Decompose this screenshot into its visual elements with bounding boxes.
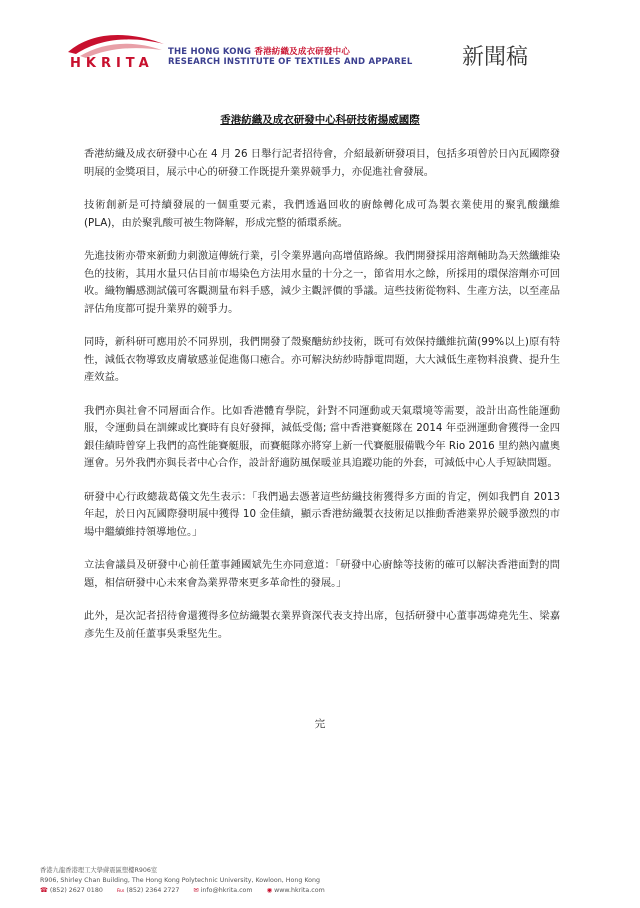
paragraph-2: 技術創新是可持續發展的一個重要元素，我們透過回收的廚餘轉化成可為製衣業使用的聚乳酸纖維(PLA)，由於聚乳酸可被生物降解，形成完整的循環系統。 — [84, 199, 560, 229]
press-release-title: 香港紡織及成衣研發中心科研技術揚威國際 — [220, 114, 420, 126]
email-icon: ✉ — [193, 887, 199, 894]
fax-icon: ℻ — [116, 887, 125, 894]
letterhead — [0, 0, 640, 90]
footer-address-cn: 香港九龍香港理工大學蔣震區塑樓R906室 — [40, 867, 158, 874]
document-type-label: 新聞稿 — [462, 45, 529, 70]
footer-website[interactable]: www.hkrita.com — [274, 887, 325, 894]
phone-icon: ☎ — [40, 887, 48, 894]
footer-tel: (852) 2627 0180 — [49, 887, 103, 894]
org-name-line2: RESEARCH INSTITUTE OF TEXTILES AND APPAREL — [168, 57, 413, 67]
paragraph-8: 此外，是次記者招待會還獲得多位紡織製衣業界資深代表支持出席，包括研發中心董事馮煒堯先生、梁嘉彥先生及前任董事吳秉堅先生。 — [84, 610, 560, 640]
paragraph-4: 同時，新科研可應用於不同界別，我們開發了殼聚醣紡紗技術，既可有效保持纖維抗菌(99%以上)原有特性，減低衣物導致皮膚敏感並促進傷口癒合。亦可解決紡紗時靜電問題，大大減低生產物料浪費、提升生產效益。 — [84, 336, 560, 383]
footer-email[interactable]: info@hkrita.com — [200, 887, 253, 894]
web-icon: ◉ — [266, 887, 273, 894]
footer-contacts — [40, 886, 600, 896]
org-name-en: THE HONG KONG — [168, 47, 252, 57]
hkrita-logo-text: HKRITA — [70, 56, 154, 71]
end-mark: 完 — [314, 718, 326, 730]
paragraph-6: 研發中心行政總裁葛儀文先生表示：「我們過去憑著這些紡織技術獲得多方面的肯定，例如我們自 2013 年起，於日內瓦國際發明展中獲得 10 金佳績，顯示香港紡織製衣技術足以推動香港業界於競爭激烈的市場中繼續維持領導地位。」 — [84, 490, 560, 538]
paragraph-1: 香港紡織及成衣研發中心在 4 月 26 日舉行記者招待會，介紹最新研發項目，包括多項曾於日內瓦國際發明展的金獎項目，展示中心的研發工作既提升業界競爭力，亦促進社會發展。 — [84, 148, 560, 178]
paragraph-7: 立法會議員及研發中心前任董事鍾國斌先生亦同意道：「研發中心廚餘等技術的確可以解決香港面對的問題，相信研發中心未來會為業界帶來更多革命性的發展。」 — [84, 559, 560, 589]
org-name-line1 — [168, 45, 350, 57]
footer-fax: (852) 2364 2727 — [126, 887, 180, 894]
press-release-body — [84, 146, 560, 659]
org-name-cn: 香港紡織及成衣研發中心 — [254, 47, 351, 57]
footer-address-en: R906, Shirley Chan Building, The Hong Kong Polytechnic University, Kowloon, Hong Kong — [40, 877, 320, 884]
footer — [40, 866, 600, 896]
paragraph-3: 先進技術亦帶來新動力刺激這傳統行業，引令業界邁向高增值路線。我們開發採用溶劑輔助為天然纖維染色的技術，其用水量只佔目前市場染色方法用水量的十分之一，節省用水之餘，所採用的環保溶劑亦可回收。織物觸感測試儀可客觀測量布料手感，減少主觀評價的爭議。這些技術從物料、生產方法，以至產品評估角度都可提升業界的競爭力。 — [84, 250, 560, 315]
paragraph-5: 我們亦與社會不同層面合作。比如香港體育學院，針對不同運動或天氣環境等需要，設計出高性能運動服，令運動員在訓練或比賽時有良好發揮，減低受傷; 當中香港賽艇隊在 2014 年亞洲運動會獲得一金四銀佳績時曾穿上我們的高性能賽艇服，而賽艇隊亦將穿上新一代賽艇服備戰今年 Rio 2016 里約熱內盧奧運會。另外我們亦與長者中心合作，設計舒適防風保暖並具追蹤功能的外套，可減低中心人手短缺問題。 — [84, 404, 560, 469]
